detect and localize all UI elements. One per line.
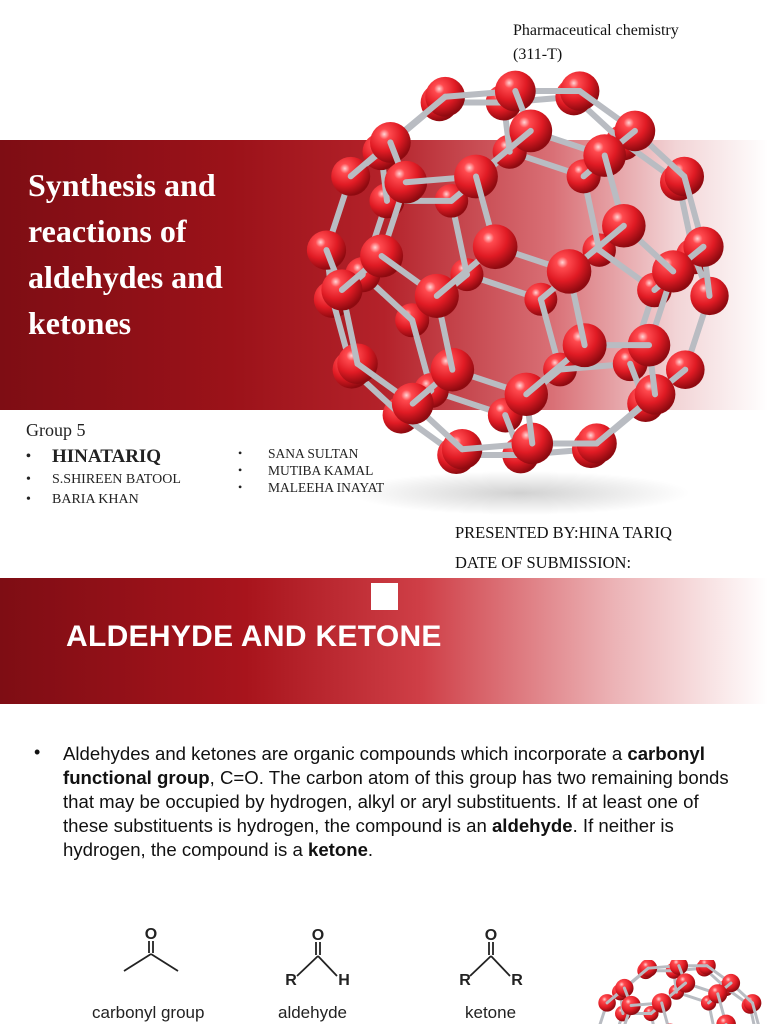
list-item — [238, 479, 384, 496]
course-name: Pharmaceutical chemistry — [513, 22, 679, 39]
slide-title — [28, 162, 290, 346]
title-line: Synthesis and — [28, 167, 216, 203]
oxygen-label: O — [484, 927, 498, 944]
member-name: MUTIBA KAMAL — [268, 462, 374, 478]
definition-paragraph — [63, 742, 743, 862]
ketone-structure — [470, 942, 510, 976]
carbonyl-structure — [124, 941, 178, 971]
members-list-left — [26, 444, 181, 510]
atom-sphere — [547, 249, 592, 294]
paragraph-text: . If neither is hydrogen, the compound is a — [63, 815, 674, 860]
list-item — [238, 445, 384, 462]
oxygen-label: O — [144, 926, 158, 943]
paragraph-text: . — [367, 839, 374, 860]
members-list-right — [238, 445, 384, 496]
r-group-label: R — [511, 972, 523, 989]
term-ketone: ketone — [307, 839, 368, 860]
r-group-label: R — [285, 972, 297, 989]
member-name: MALEEHA INAYAT — [268, 479, 385, 495]
hydrogen-label: H — [338, 972, 350, 989]
bullet-icon: • — [34, 742, 41, 762]
member-name: S.SHIREEN BATOOL — [52, 472, 181, 487]
presented-by: PRESENTED BY:HINA TARIQ — [455, 523, 672, 542]
fullerene-molecule-image-small — [585, 960, 765, 1024]
ketone-caption: ketone — [465, 1003, 517, 1022]
member-name: HINATARIQ — [52, 446, 162, 467]
group-label: Group 5 — [26, 420, 86, 440]
term-aldehyde: aldehyde — [491, 815, 573, 836]
bullet-icon: • — [238, 446, 243, 460]
bullet-icon: • — [238, 463, 243, 477]
list-item — [26, 470, 181, 490]
title-line: reactions of — [28, 213, 187, 249]
list-item — [238, 462, 384, 479]
list-item — [26, 490, 181, 510]
section-heading: ALDEHYDE AND KETONE — [66, 620, 442, 653]
r-group-label: R — [459, 972, 471, 989]
title-line: aldehydes and — [28, 259, 223, 295]
submission-date: DATE OF SUBMISSION: — [455, 553, 632, 572]
title-line: ketones — [28, 305, 132, 341]
oxygen-label: O — [311, 927, 325, 944]
carbonyl-caption: carbonyl group — [92, 1003, 205, 1022]
aldehyde-caption: aldehyde — [278, 1003, 348, 1022]
member-name: BARIA KHAN — [52, 492, 139, 507]
atom-sphere — [473, 224, 518, 269]
member-name: SANA SULTAN — [268, 445, 359, 461]
paragraph-text: , C=O. The carbon atom of this group has two remaining bonds that may be occupied by hydrogen, alkyl or aryl substituents. If at least one of these substituents is hydrogen, the compound is an — [63, 767, 729, 836]
aldehyde-structure — [297, 942, 337, 976]
square-marker-icon — [371, 583, 398, 610]
bullet-icon: • — [26, 449, 31, 464]
term-carbonyl: carbonyl functional group — [63, 743, 705, 788]
paragraph-text: Aldehydes and ketones are organic compounds which incorporate a — [63, 743, 628, 764]
bullet-icon: • — [238, 480, 243, 494]
atom-sphere — [716, 1015, 736, 1024]
list-item — [26, 444, 181, 470]
bullet-icon: • — [26, 492, 31, 507]
presenter-info — [455, 518, 672, 578]
course-code: (311-T) — [513, 46, 563, 63]
bullet-icon: • — [26, 472, 31, 487]
